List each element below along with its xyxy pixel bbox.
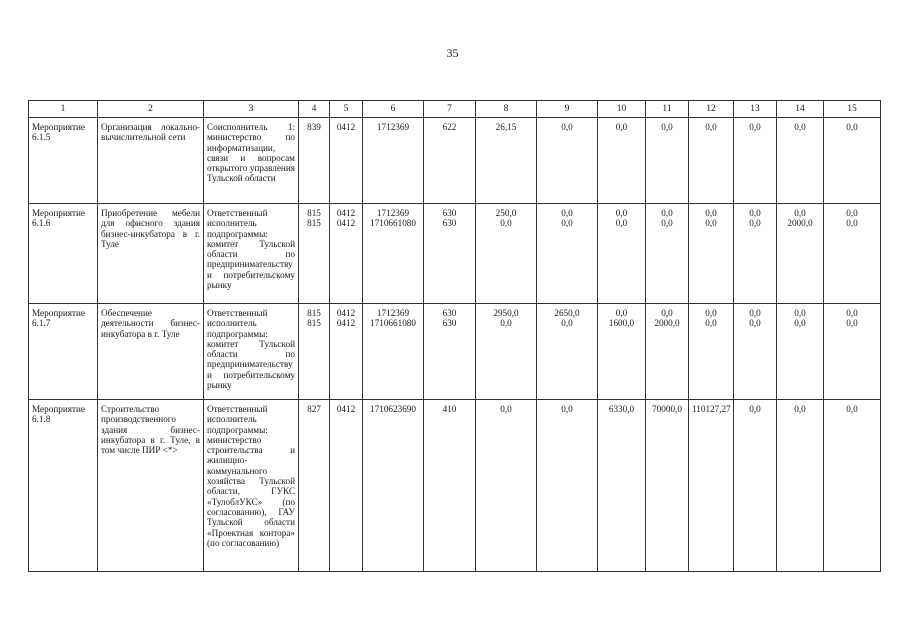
value-cell: 827: [299, 400, 330, 572]
column-number: 15: [824, 101, 881, 118]
column-number: 6: [363, 101, 424, 118]
value-cell: 0,0: [537, 118, 598, 204]
measure-name: Организация локально-вычислительной сети: [98, 118, 204, 204]
value-cell: 0412: [330, 400, 363, 572]
value-cell: 0,0 0,0: [646, 204, 689, 304]
value-cell: 1710623690: [363, 400, 424, 572]
value-cell: 0,0 0,0: [824, 204, 881, 304]
value-cell: 250,0 0,0: [476, 204, 537, 304]
column-number: 14: [777, 101, 824, 118]
column-number: 3: [204, 101, 299, 118]
value-cell: 0,0: [824, 400, 881, 572]
column-number: 10: [598, 101, 646, 118]
table-row: [29, 400, 881, 572]
value-cell: 0412 0412: [330, 204, 363, 304]
value-cell: 0,0 0,0: [734, 204, 777, 304]
page-number: 35: [446, 46, 459, 60]
value-cell: 0,0: [734, 118, 777, 204]
value-cell: 1712369 1710661080: [363, 304, 424, 400]
column-number: 11: [646, 101, 689, 118]
value-cell: 0,0 0,0: [734, 304, 777, 400]
column-number-row: [29, 101, 881, 118]
value-cell: 0,0: [598, 118, 646, 204]
value-cell: 0,0 0,0: [598, 204, 646, 304]
column-number: 9: [537, 101, 598, 118]
measure-code: Мероприятие 6.1.6: [29, 204, 98, 304]
value-cell: 110127,27: [689, 400, 734, 572]
value-cell: 0412: [330, 118, 363, 204]
column-number: 5: [330, 101, 363, 118]
value-cell: 0,0: [777, 400, 824, 572]
value-cell: 410: [424, 400, 476, 572]
column-number: 8: [476, 101, 537, 118]
value-cell: 0,0: [777, 118, 824, 204]
value-cell: 1712369: [363, 118, 424, 204]
value-cell: 630 630: [424, 304, 476, 400]
table-row: [29, 304, 881, 400]
value-cell: 0,0: [476, 400, 537, 572]
value-cell: 6330,0: [598, 400, 646, 572]
value-cell: 0,0 0,0: [537, 204, 598, 304]
value-cell: 0,0 1600,0: [598, 304, 646, 400]
column-number: 1: [29, 101, 98, 118]
value-cell: 0,0: [537, 400, 598, 572]
measure-code: Мероприятие 6.1.7: [29, 304, 98, 400]
value-cell: 622: [424, 118, 476, 204]
measure-code: Мероприятие 6.1.5: [29, 118, 98, 204]
measure-code: Мероприятие 6.1.8: [29, 400, 98, 572]
measure-executor: Ответственный исполнитель подпрограммы: министерство строительства и жилищно-коммунального хозяйства Тульской области, ГУКС «ТулоблУКС» (по согласованию), ГАУ Тульской области «Проектная контора» (по согласованию): [204, 400, 299, 572]
measure-name: Строительство производственного здания бизнес-инкубатора в г. Туле, в том числе ПИР <*>: [98, 400, 204, 572]
value-cell: 26,15: [476, 118, 537, 204]
value-cell: 1712369 1710661080: [363, 204, 424, 304]
value-cell: 70000,0: [646, 400, 689, 572]
column-number: 4: [299, 101, 330, 118]
value-cell: 0,0: [734, 400, 777, 572]
measure-executor: Соисполнитель 1: министерство по информатизации, связи и вопросам открытого управления Тульской области: [204, 118, 299, 204]
value-cell: 0,0 2000,0: [777, 204, 824, 304]
column-number: 2: [98, 101, 204, 118]
column-number: 13: [734, 101, 777, 118]
value-cell: 630 630: [424, 204, 476, 304]
value-cell: 0,0 0,0: [777, 304, 824, 400]
table-row: [29, 204, 881, 304]
column-number: 7: [424, 101, 476, 118]
value-cell: 839: [299, 118, 330, 204]
measure-name: Обеспечение деятельности бизнес-инкубатора в г. Туле: [98, 304, 204, 400]
measure-executor: Ответственный исполнитель подпрограммы: комитет Тульской области по предпринимательству и потребительскому рынку: [204, 204, 299, 304]
value-cell: 815 815: [299, 204, 330, 304]
table-row: [29, 118, 881, 204]
column-number: 12: [689, 101, 734, 118]
value-cell: 0,0: [689, 118, 734, 204]
value-cell: 2950,0 0,0: [476, 304, 537, 400]
value-cell: 0,0 2000,0: [646, 304, 689, 400]
value-cell: 0,0: [824, 118, 881, 204]
value-cell: 815 815: [299, 304, 330, 400]
measures-table: [28, 100, 881, 572]
measure-name: Приобретение мебели для офисного здания бизнес-инкубатора в г. Туле: [98, 204, 204, 304]
value-cell: 2650,0 0,0: [537, 304, 598, 400]
value-cell: 0412 0412: [330, 304, 363, 400]
measure-executor: Ответственный исполнитель подпрограммы: комитет Тульской области по предпринимательству и потребительскому рынку: [204, 304, 299, 400]
value-cell: 0,0 0,0: [689, 304, 734, 400]
value-cell: 0,0 0,0: [824, 304, 881, 400]
value-cell: 0,0 0,0: [689, 204, 734, 304]
value-cell: 0,0: [646, 118, 689, 204]
